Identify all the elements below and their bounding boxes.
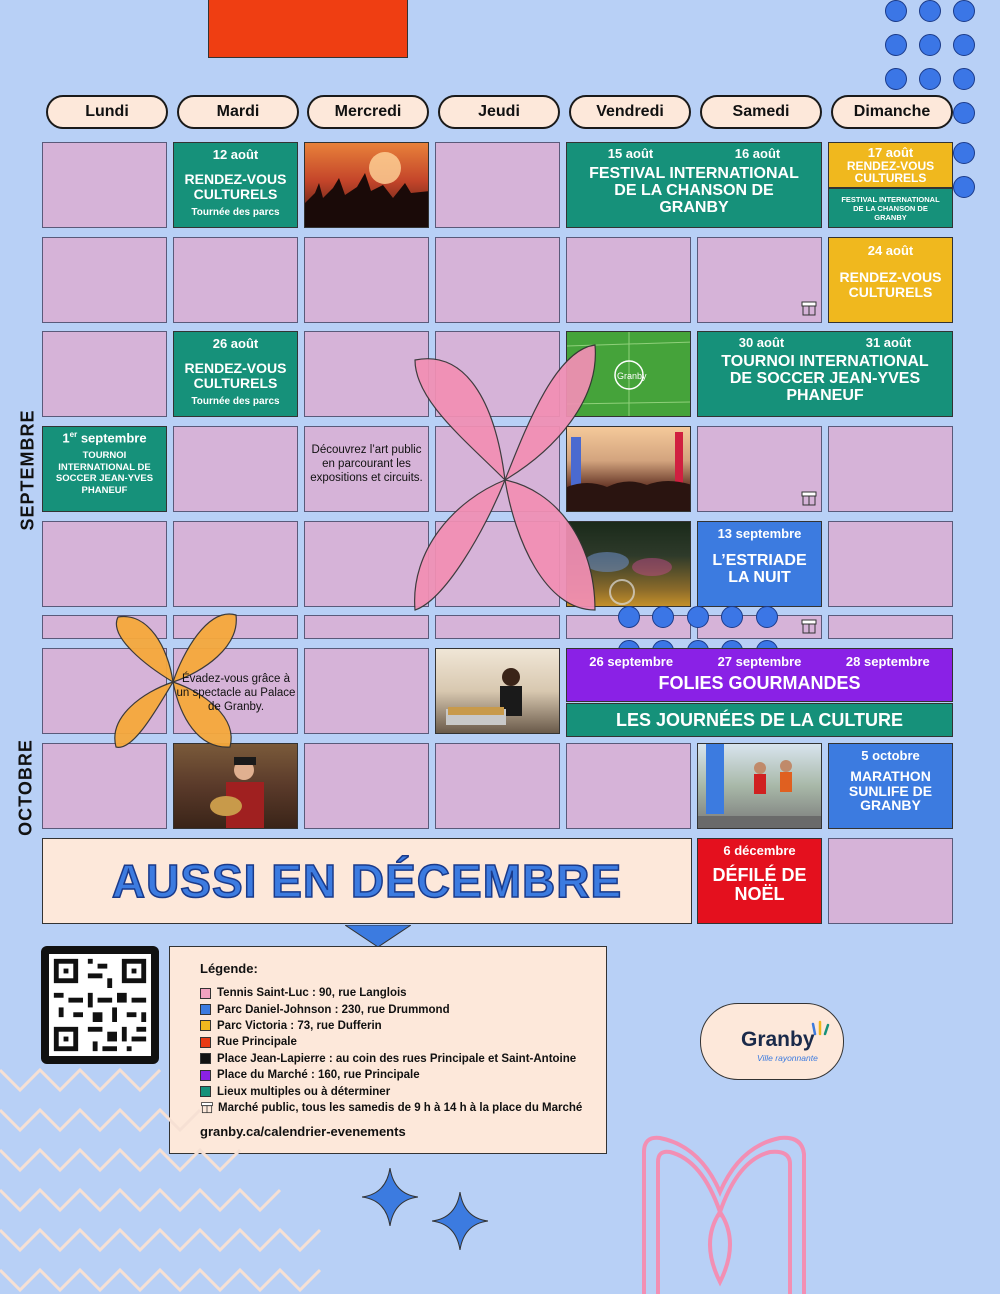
event-defile-noel[interactable]: [697, 838, 822, 924]
pink-outline-shape: [640, 1132, 810, 1294]
banner-title: AUSSI EN DÉCEMBRE: [111, 855, 623, 907]
calendar-cell: [828, 426, 953, 512]
event-estriade[interactable]: [697, 521, 822, 607]
event-title: MARATHON SUNLIFE DE GRANBY: [848, 768, 933, 814]
market-stall-icon: [800, 618, 818, 636]
december-banner: [42, 838, 692, 924]
legend-label: Marché public, tous les samedis de 9 h à 14 h à la place du Marché: [218, 1101, 583, 1114]
calendar-cell: [173, 426, 298, 512]
event-subtitle: FESTIVAL INTERNATIONAL DE LA CHANSON DE GRANBY: [841, 195, 940, 222]
day-header-samedi: Samedi: [700, 95, 822, 129]
month-label-october: OCTOBRE: [15, 739, 36, 836]
calendar-cell: [42, 142, 167, 228]
event-rdv-aug24[interactable]: [828, 237, 953, 323]
calendar-cell: [828, 521, 953, 607]
calendar-cell: [828, 838, 953, 924]
calendar-cell: [435, 237, 560, 323]
pink-flower-shape: [405, 340, 605, 620]
logo-name: Granby: [741, 1028, 815, 1051]
calendar-url-link[interactable]: granby.ca/calendrier-evenements: [200, 1124, 406, 1140]
event-title: LES JOURNÉES DE LA CULTURE: [615, 710, 904, 730]
event-festival-chanson[interactable]: [566, 142, 822, 228]
event-title: TOURNOI INTERNATIONAL DE SOCCER JEAN-YVES PHANEUF: [721, 353, 929, 404]
decor-triangle: [345, 925, 411, 947]
event-date: 26 septembre: [589, 654, 674, 669]
marathon-runners-photo: [697, 743, 822, 829]
food-chef-photo: [435, 648, 560, 734]
event-title: FESTIVAL INTERNATIONAL DE LA CHANSON DE GRANBY: [589, 165, 799, 216]
legend-item: [200, 1001, 606, 1017]
event-date: 12 août: [212, 147, 259, 162]
note-palace: Évadez-vous grâce à un spectacle au Palace de Granby.: [176, 673, 296, 713]
event-rdv-aug12[interactable]: [173, 142, 298, 228]
event-folies-gourmandes[interactable]: [566, 648, 953, 702]
event-subtitle: Tournée des parcs: [191, 396, 280, 408]
calendar-cell: [566, 237, 691, 323]
event-date: 17 août: [867, 145, 914, 160]
granby-logo: [700, 1003, 844, 1080]
event-date: 30 août: [738, 335, 785, 350]
event-rdv-aug17[interactable]: [828, 142, 953, 188]
day-header-mardi: Mardi: [177, 95, 299, 129]
event-date-suffix: er: [69, 430, 78, 439]
legend-label: Parc Daniel-Johnson : 230, rue Drummond: [217, 1003, 450, 1016]
event-title: L’ESTRIADE LA NUIT: [712, 552, 807, 586]
calendar-cell: [828, 615, 953, 639]
event-date: 31 août: [865, 335, 912, 350]
star-shape: [362, 1168, 418, 1226]
event-marathon[interactable]: [828, 743, 953, 829]
legend-label: Rue Principale: [217, 1036, 297, 1049]
event-date: 13 septembre: [717, 526, 802, 541]
event-date: 26 août: [212, 336, 259, 351]
calendar-cell: [304, 743, 429, 829]
zigzag-pattern: [0, 1040, 330, 1294]
legend-label: Place Jean-Lapierre : au coin des rues Principale et Saint-Antoine: [217, 1052, 577, 1065]
event-date: 6 décembre: [723, 843, 796, 858]
calendar-cell: [173, 237, 298, 323]
day-header-lundi: Lundi: [46, 95, 168, 129]
calendar-cell: [566, 743, 691, 829]
event-title: RENDEZ-VOUS CULTURELS: [846, 159, 935, 185]
calendar-cell: [42, 521, 167, 607]
event-soccer-tournament[interactable]: [697, 331, 953, 417]
event-title: FOLIES GOURMANDES: [658, 673, 861, 693]
event-title: TOURNOI INTERNATIONAL DE SOCCER JEAN-YVES PHANEUF: [55, 450, 154, 496]
event-date: septembre: [77, 430, 147, 446]
star-shape: [432, 1192, 488, 1250]
event-date: 16 août: [734, 146, 781, 161]
legend-label: Lieux multiples ou à déterminer: [217, 1085, 391, 1098]
legend-item: [200, 985, 606, 1001]
calendar-cell: [42, 237, 167, 323]
calendar-cell: [304, 237, 429, 323]
legend-swatch: [200, 988, 211, 999]
event-soccer-sep1[interactable]: [42, 426, 167, 512]
event-subtitle: Tournée des parcs: [191, 207, 280, 219]
event-date: 5 octobre: [861, 748, 920, 763]
legend-heading: Légende:: [200, 961, 258, 976]
legend-label: Tennis Saint-Luc : 90, rue Langlois: [217, 987, 407, 1000]
event-title: RENDEZ-VOUS CULTURELS: [184, 171, 287, 202]
event-date: 28 septembre: [845, 654, 930, 669]
concert-photo: [304, 142, 429, 228]
event-date: 1: [62, 430, 70, 446]
decor-red-block: [208, 0, 408, 58]
event-date: 15 août: [607, 146, 654, 161]
event-rdv-aug26[interactable]: [173, 331, 298, 417]
legend-swatch: [200, 1004, 211, 1015]
day-header-jeudi: Jeudi: [438, 95, 560, 129]
market-stall-icon: [800, 300, 818, 318]
field-logo-text: Granby: [617, 371, 647, 381]
event-title: RENDEZ-VOUS CULTURELS: [184, 360, 287, 391]
day-header-mercredi: Mercredi: [307, 95, 429, 129]
legend-label: Parc Victoria : 73, rue Dufferin: [217, 1019, 382, 1032]
event-rdv-aug17-festival[interactable]: [828, 188, 953, 228]
calendar-cell: [435, 142, 560, 228]
event-title: RENDEZ-VOUS CULTURELS: [839, 269, 942, 300]
legend-label: Place du Marché : 160, rue Principale: [217, 1069, 420, 1082]
event-title: DÉFILÉ DE NOËL: [712, 865, 807, 904]
day-header-vendredi: Vendredi: [569, 95, 691, 129]
event-date: 24 août: [867, 243, 914, 258]
legend-swatch: [200, 1020, 211, 1031]
logo-tagline: Ville rayonnante: [757, 1053, 818, 1063]
note-art-public: Découvrez l’art public en parcourant les expositions et circuits.: [310, 444, 423, 484]
day-header-dimanche: Dimanche: [831, 95, 953, 129]
calendar-cell: [42, 331, 167, 417]
calendar-cell: [435, 743, 560, 829]
calendar-cell: [304, 648, 429, 734]
month-label-september: SEPTEMBRE: [17, 409, 38, 531]
event-date: 27 septembre: [717, 654, 802, 669]
event-journees-culture[interactable]: [566, 703, 953, 737]
market-stall-icon: [800, 490, 818, 508]
legend-item: [200, 1018, 606, 1034]
calendar-cell: [173, 521, 298, 607]
